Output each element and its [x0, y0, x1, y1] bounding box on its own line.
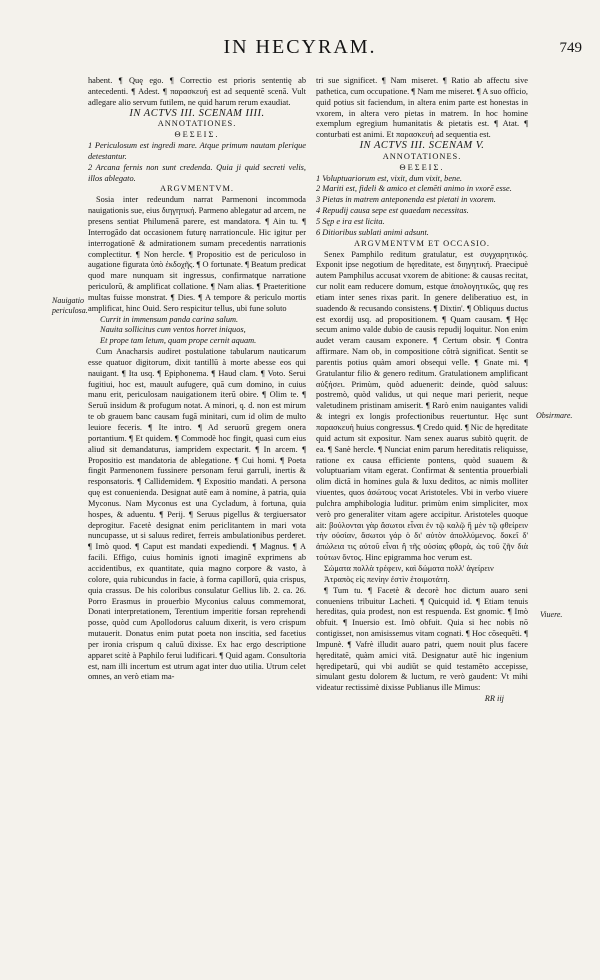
subheading: ANNOTATIONES. — [382, 151, 462, 161]
verse-line: Et prope tam letum, quam prope cernit aquam. — [100, 336, 257, 346]
subheading: ARGVMENTVM. — [159, 184, 235, 194]
left-column — [88, 76, 306, 683]
subheading: ANNOTATIONES. — [157, 119, 237, 129]
thesis-item: 6 Ditioribus sublati animi adsunt. — [316, 227, 429, 237]
thesis-item: 1 Periculosum est ingredi mare. Atque primum nautam plerique detestantur. — [88, 141, 306, 161]
paragraph: habent. ¶ Quę ego. ¶ Correctio est prioris sententię ab antecedenti. ¶ Adest. ¶ παρασκευή est ad sequentē scenā. Vult adlegare alio servum futilem, ne quid harum rerum exaudiat. — [88, 76, 306, 107]
thesis-item: 3 Pietas in matrem anteponenda est pietati in vxorem. — [316, 195, 496, 205]
thesis-item: 1 Voluptuariorum est, vixit, dum vixit, bene. — [316, 173, 462, 183]
thesis-item: 2 Mariti est, fideli & amico et clemēti animo in vxorē esse. — [316, 184, 512, 194]
thesis-item: 4 Repudij causa sepe est quaedam necessitas. — [316, 206, 469, 216]
running-title: IN HECYRAM. — [223, 36, 377, 58]
thesis-item: 5 Sęp e ira est licita. — [316, 216, 385, 226]
running-head — [0, 36, 600, 64]
catchword: RR iij — [484, 694, 504, 704]
margin-note-right-1: Obsirmare. — [536, 411, 573, 420]
greek-heading: ΘΕΣΕΙΣ. — [399, 162, 445, 172]
section-heading: IN ACTVS III. SCENAM IIII. — [129, 107, 265, 119]
section-heading: IN ACTVS III. SCENAM V. — [359, 140, 485, 152]
greek-heading: ΘΕΣΕΙΣ. — [174, 130, 220, 140]
thesis-item: 2 Arcana fernis non sunt credenda. Quia ji quid secreti velis, illos ablegato. — [88, 162, 306, 183]
page-number: 749 — [559, 40, 582, 56]
greek-verse-line: Σώματα πολλὰ τρέφειν, καὶ δώματα πολλ' ἀγείρειν — [324, 563, 494, 573]
verse-line: Currit in immensum panda carina salum. — [100, 314, 239, 324]
greek-verse-line: Ἀτραπὸς εἰς πενίην ἐστὶν ἑτοιμοτάτη. — [324, 574, 450, 584]
paragraph: ¶ Tum tu. ¶ Facetè & decorè hoc dictum auaro seni conueniens tribuitur Lacheti. ¶ Quicquid id. ¶ Etiam tenuis hereditas, quia prodest, non est respuenda. Est gnomic. ¶ Imò obfuit. ¶ Inuersio est. Imò obfuit. Quia si hec nobis nō contigisset, non amisissemus vitam cognati. ¶ Hoc cōsequēti. ¶ Impunè. ¶ Vafrè illudit auaro patri, quem nouit plus facere hęreditatē, quàm amici vitā. Designatur autē hic ingenium hęredipetarū, qui vbi audiūt se quid testamēto accepisse, simulant gestu dolorem & luctum, re verò gaudent: Vt mihi videatur rectissimè dixisse Publianus ille Mimus: — [316, 585, 528, 693]
verse-line: Nauita sollicitus cum ventos horret iniquos, — [100, 325, 246, 335]
margin-note-left: Nauigatio periculosa. — [52, 296, 88, 315]
right-column — [316, 76, 528, 705]
paragraph: Cum Anacharsis audiret postulatione tabularum nauticarum esse quatuor digitorum, dixit tantillū à morte abesse eos qui nauigant. ¶ Ita usq. ¶ Epiphonema. ¶ Haud clam. ¶ Voto. Serui fugitiui, hoc est, mauult aufugere, quā cum domino, in cuius manu erit, periculosam nauigationem iterū obire. ¶ Olim te. ¶ Seruū insidum & profugum notat. A minori, q. d. non est mirum te ob grauem banc causam fugā minitari, cum id olim de multo leuiore feceris. ¶ Ite intro. ¶ Ad seruorū gregem onera portantium. ¶ Et quidem. ¶ Commodè hoc fingit, quasi cum eius aliud sit demandaturus, iampridem expectarit. ¶ In arcem. ¶ Propositio est mandatoria de ablegatione. ¶ Cui homi. ¶ Poeta fingit Parmenonem fussinere personam ferui garruli, inertis & responsatoris. ¶ Callidemidem. ¶ Expositio mandati. A persona quę est conuenienda. Designat autē eam à nomine, à patria, quia Myconus. Nam Myconus est una Cycladum, à fortuna, quia hospes, & aduentu. ¶ Perij. ¶ Seruus pigellus & tergiuersator deprogitur. Facetè designat enim periclitantem in mari vota nuncupasse, ut si saluus rediret, ferreis ambulationibus perderet. ¶ Imò quod. ¶ Caput est mandati expediendi. ¶ Magnus. ¶ A facili. Effigo, cuius hominis ignoti imaginē exprimens ab accidentibus, ex quantitate, quia magno corpore & vasto, à colore, quia rubicundus in facie, à forma capillorū, quia crispus, quia crassus. De his coloribus consulatur Gellius lib. 2. ca. 26. Porro Erasmus in prouerbio Myconius caluus commemorat, Donati interpretationem, Terentium imperitie forsan reprehendi posse, quòd cum Apollodorus caluum dixerit, is vero crispum mutauerit. Donatus enim putat poeta non inscitia, sed facetius per ironia crispum q caluū dixisse. Ex hac ergo descriptione apparet scitè à Paphilo ferui ludificari. ¶ Quid agam. Consultoria est, nam illi incertum est utrum agat inter duo utilia. Utrum celet omnes, an verò etiam ma- — [88, 347, 306, 682]
paragraph: Senex Pamphilo reditum gratulatur, est συγχαρητικός. Exponit ipse negotium de hęreditate, est διηγητική. Praecipuè autem Pamphilus accusat vxorem de abitione: & causas recitat, cur nolit eam reducere domum, estque ἀπολογητικῶς, quę res etiam inter senes rixas parit. In genere deliberatiuo est, in suadendo & recusando consistens. ¶ Dixtin'. ¶ Obliquus ductus est exordij usq. ad propositionem. ¶ Quam causam. ¶ Hęc secum animo valde dubio de causis repudij loquitur. Non enim audet veram causam exponere. ¶ Certum obsir. ¶ Contra affirmare. Nam ob, in compositione cōtrà significat. Sentit se parentis potius quàm amori obsequi velle. ¶ Gnate mi. ¶ Gratulantur filio & genero reditum. Gratulationem amplificant αὐξήσει. Primùm, quòd aduenerit: deinde, quòd saluus: postremò, quòd validus, ut qui neque mari perierit, neque valetudinem pristinam amiserit. ¶ Rarò enim nauigantes validi & integri ex longis profectionibus reuertuntur. Hęc sunt παρασκευή huius congressus. ¶ Credo quid. ¶ Nic de hęreditate quid actum sit expositur. Nam senex auarus subitò quęrit. de ea. ¶ Sanè hercle. ¶ Nunciat enim parum hereditatis reliquisse, ratione ex causa efficiente pontens, quòd suauem & voluptuariam vitam egerat. Confirmat & sententia prouerbiali olim dictā in homines gula & luxu deditos, ac nimis molliter viuentes, quos ἀσώτους vocat Aristoteles. Vbi in verbo viuere pulchra amphibologia luditur. primùm enim simpliciter, mox verò pro generaliter vitam agere accipitur. Aristoteles quoque ait: βούλονται γὰρ ἄσωτοι εἶναι ἐν τῷ καλῷ ἢ μὲν τῷ φθείρειν τὴν οὐσίαν, ἄσωτοι γάρ ὁ δι' αὐτὸν ἀπολλύμενος. δοκεῖ δ' ἀπώλεια τις αὐτοῦ εἶναι ἢ τῆς οὐσίας φθορὰ, ὡς τοῦ ζῆν διὰ τούτων ὄντος. Hinc epigramma hoc verum est. — [316, 249, 528, 563]
subheading: ARGVMENTVM ET OCCASIO. — [353, 238, 491, 248]
margin-note-right-2: Viuere. — [540, 610, 563, 619]
paragraph: tri sue significet. ¶ Nam miseret. ¶ Ratio ab affectu sive pathetica, cum occupatione. ¶ Nam me miseret. ¶ A suo officio, quid potius sit faciendum, in altera enim parte est honestas in vxorem, in altera vero pietas in matrem. In hoc homine exemplum egregium humanitatis & pietatis est. ¶ Atat. ¶ conturbati est animi. Et παρασκευή ad sequentia est. — [316, 76, 528, 140]
paragraph: Sosia inter redeundum narrat Parmenoni incommoda nauigationis sue, eius διηγητική. Parmeno ablegatur ad arcem, ne presens sentiat Philumenā parere, est mandatora. ¶ Ain tu. ¶ Interrogādo dat occasionem futurę narrationcule. Hic igitur per interrogationē & admirationem sumam precedentis narrationis complectitur. ¶ Non hercle. ¶ Propositio est de periculoso in augatione figurata ὑπὸ ἐκδοχῆς. ¶ O fortunate. ¶ Beatum predicat quod mare nunquam sit ingressus, confirmatque narratione periculorū, & amplificat collatione. ¶ Nam alias. ¶ Praeteritione multas fuisse monstrat. ¶ Dies. ¶ A tempore & periculo mortis amplificat, hinc Ouid. Sero respicitur tellus, ubi fune soluto — [88, 195, 306, 313]
